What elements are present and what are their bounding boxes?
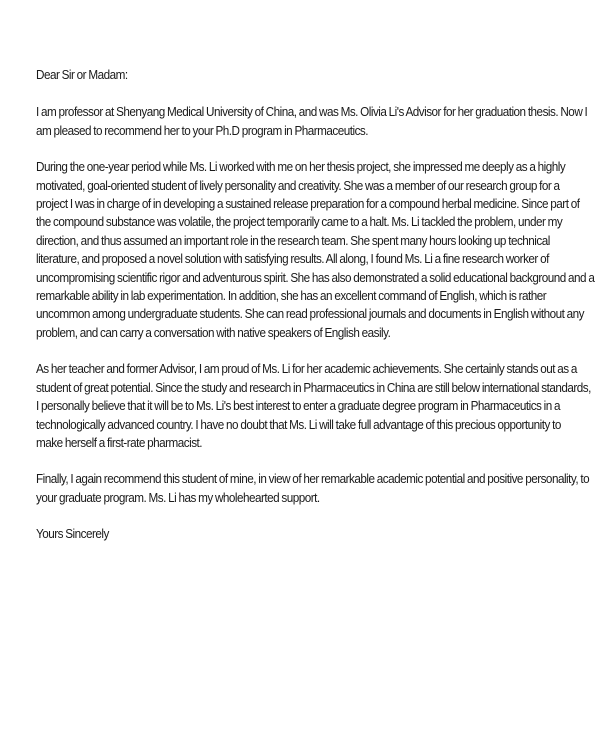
paragraph-line: literature, and proposed a novel solution with satisfying results. All along, I found Ms. Li a fine research worker of (36, 252, 549, 267)
paragraph-line: uncommon among undergraduate students. She can read professional journals and documents in English without any (36, 307, 584, 322)
paragraph-line: During the one-year period while Ms. Li worked with me on her thesis project, she impressed me deeply as a highly (36, 160, 566, 175)
salutation (36, 66, 556, 84)
paragraph-line: I personally believe that it will be to Ms. Li's best interest to enter a graduate degree program in Pharmaceutics in a (36, 399, 561, 414)
paragraph-line: As her teacher and former Advisor, I am proud of Ms. Li for her academic achievements. She certainly stands out as a (36, 362, 577, 377)
paragraph-line: am pleased to recommend her to your Ph.D program in Pharmaceutics. (36, 123, 368, 138)
paragraph-line: project I was in charge of in developing a sustained release preparation for a compound herbal medicine. Since part of (36, 197, 580, 212)
paragraph-final-recommendation (36, 470, 590, 507)
closing (36, 525, 556, 543)
paragraph-line: Finally, I again recommend this student of mine, in view of her remarkable academic potential and positive personality, to (36, 472, 590, 487)
closing-line: Yours Sincerely (36, 527, 109, 542)
paragraph-line: remarkable ability in lab experimentation. In addition, she has an excellent command of English, which is rather (36, 289, 547, 304)
paragraph-line: motivated, goal-oriented student of lively personality and creativity. She was a member of our research group for a (36, 178, 560, 193)
paragraph-line: direction, and thus assumed an important role in the research team. She spent many hours looking up technical (36, 233, 550, 248)
paragraph-line: the compound substance was volatile, the project temporarily came to a halt. Ms. Li tackled the problem, under my (36, 215, 563, 230)
paragraph-line: student of great potential. Since the study and research in Pharmaceutics in China are still below international standards, (36, 380, 591, 395)
paragraph-line: problem, and can carry a conversation with native speakers of English easily. (36, 325, 391, 340)
paragraph-academic-achievements (36, 360, 591, 452)
paragraph-line: make herself a first-rate pharmacist. (36, 435, 203, 450)
paragraph-line: uncompromising scientific rigor and adventurous spirit. She has also demonstrated a solid educational background and a (36, 270, 595, 285)
paragraph-line: technologically advanced country. I have no doubt that Ms. Li will take full advantage of this precious opportunity to (36, 417, 561, 432)
paragraph-line: I am professor at Shenyang Medical University of China, and was Ms. Olivia Li's Advisor for her graduation thesis. Now I (36, 105, 588, 120)
paragraph-introduction (36, 103, 588, 140)
salutation-line: Dear Sir or Madam: (36, 68, 128, 82)
paragraph-line: your graduate program. Ms. Li has my wholehearted support. (36, 490, 320, 505)
paragraph-research-experience (36, 158, 595, 342)
